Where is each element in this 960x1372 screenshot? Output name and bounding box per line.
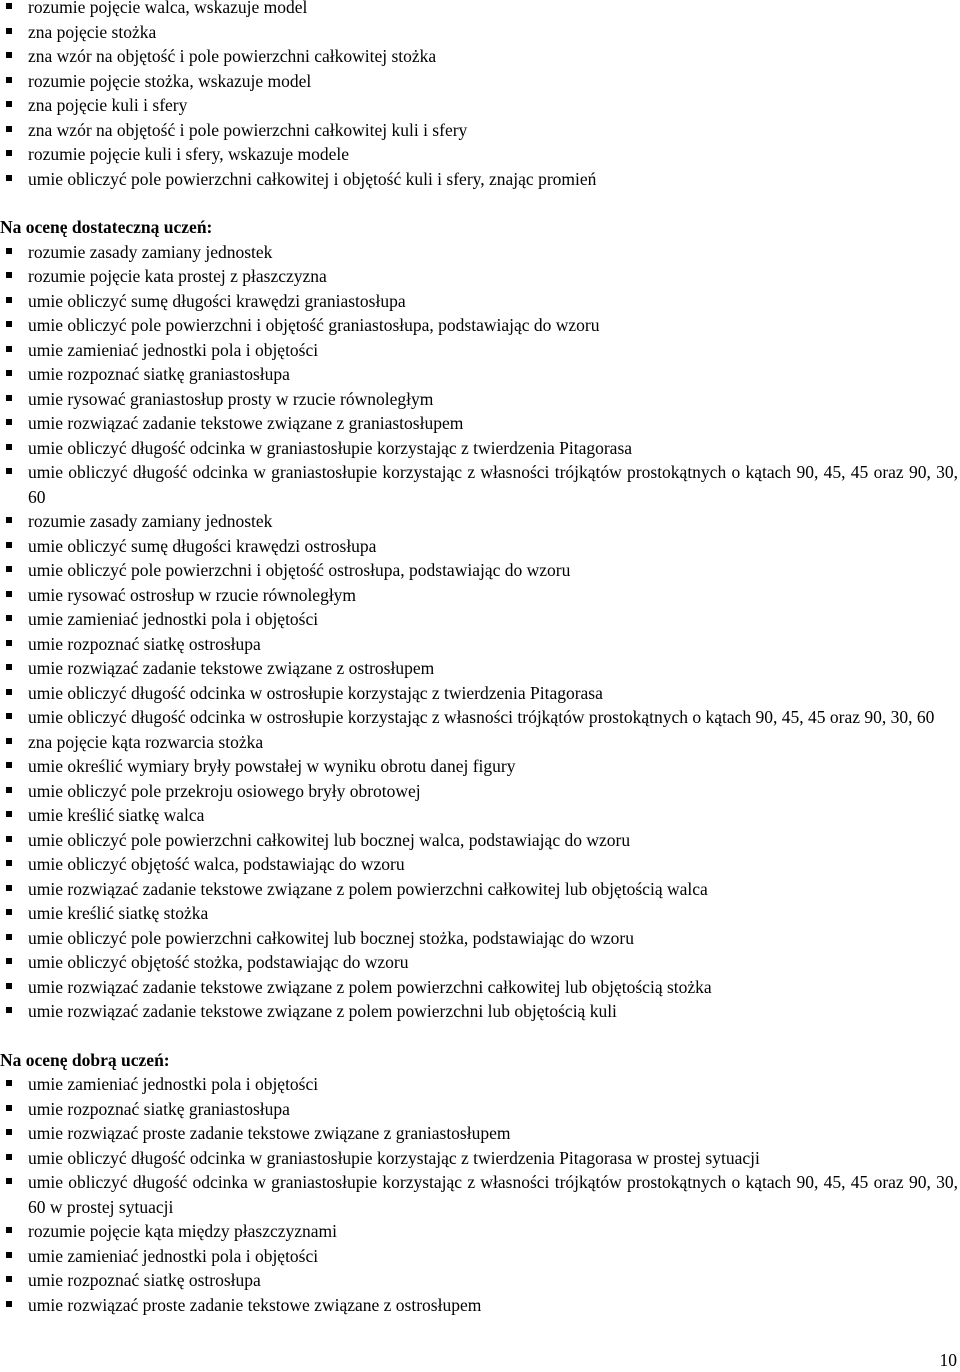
list-item: umie rysować ostrosłup w rzucie równoległym [0, 583, 960, 608]
list-item: umie obliczyć pole powierzchni całkowitej lub bocznej stożka, podstawiając do wzoru [0, 926, 960, 951]
list-item: umie obliczyć pole powierzchni całkowitej lub bocznej walca, podstawiając do wzoru [0, 828, 960, 853]
list-item: umie określić wymiary bryły powstałej w wyniku obrotu danej figury [0, 754, 960, 779]
list-item: umie rozwiązać zadanie tekstowe związane z polem powierzchni całkowitej lub objętością walca [0, 877, 960, 902]
list-item: umie rysować graniastosłup prosty w rzucie równoległym [0, 387, 960, 412]
dostateczna-criteria-list [0, 240, 960, 1024]
list-item: umie rozwiązać proste zadanie tekstowe związane z graniastosłupem [0, 1121, 960, 1146]
list-item: umie obliczyć pole powierzchni i objętość graniastosłupa, podstawiając do wzoru [0, 313, 960, 338]
list-item: rozumie pojęcie stożka, wskazuje model [0, 69, 960, 94]
list-item: umie obliczyć długość odcinka w graniastosłupie korzystając z własności trójkątów prostokątnych o kątach 90, 45, 45 oraz 90, 30, 60 [0, 460, 960, 509]
list-item: rozumie pojęcie kuli i sfery, wskazuje modele [0, 142, 960, 167]
list-item: rozumie pojęcie kąta między płaszczyznami [0, 1219, 960, 1244]
list-item: umie obliczyć objętość stożka, podstawiając do wzoru [0, 950, 960, 975]
list-item: umie rozpoznać siatkę graniastosłupa [0, 1097, 960, 1122]
list-item: umie rozwiązać zadanie tekstowe związane z polem powierzchni całkowitej lub objętością stożka [0, 975, 960, 1000]
list-item: zna pojęcie kąta rozwarcia stożka [0, 730, 960, 755]
list-item: rozumie pojęcie kata prostej z płaszczyzna [0, 264, 960, 289]
list-item: umie rozpoznać siatkę graniastosłupa [0, 362, 960, 387]
list-item: umie zamieniać jednostki pola i objętości [0, 1072, 960, 1097]
section-heading-dostateczna: Na ocenę dostateczną uczeń: [0, 217, 213, 237]
list-item: umie obliczyć długość odcinka w graniastosłupie korzystając z twierdzenia Pitagorasa w prostej sytuacji [0, 1146, 960, 1171]
list-item: umie obliczyć długość odcinka w ostrosłupie korzystając z twierdzenia Pitagorasa [0, 681, 960, 706]
list-item: umie kreślić siatkę stożka [0, 901, 960, 926]
page-number: 10 [939, 1350, 957, 1370]
list-item: umie rozpoznać siatkę ostrosłupa [0, 632, 960, 657]
list-item: umie obliczyć długość odcinka w graniastosłupie korzystając z twierdzenia Pitagorasa [0, 436, 960, 461]
list-item: umie rozpoznać siatkę ostrosłupa [0, 1268, 960, 1293]
list-item: rozumie pojęcie walca, wskazuje model [0, 0, 960, 20]
dobra-criteria-list [0, 1072, 960, 1317]
list-item: umie rozwiązać zadanie tekstowe związane z ostrosłupem [0, 656, 960, 681]
list-item: umie obliczyć sumę długości krawędzi ostrosłupa [0, 534, 960, 559]
list-item: umie obliczyć objętość walca, podstawiając do wzoru [0, 852, 960, 877]
list-item: umie obliczyć pole powierzchni i objętość ostrosłupa, podstawiając do wzoru [0, 558, 960, 583]
list-item: umie obliczyć pole przekroju osiowego bryły obrotowej [0, 779, 960, 804]
list-item: umie kreślić siatkę walca [0, 803, 960, 828]
list-item: zna pojęcie stożka [0, 20, 960, 45]
list-item: rozumie zasady zamiany jednostek [0, 509, 960, 534]
list-item: umie obliczyć długość odcinka w ostrosłupie korzystając z własności trójkątów prostokątnych o kątach 90, 45, 45 oraz 90, 30, 60 [0, 705, 960, 730]
list-item: zna wzór na objętość i pole powierzchni całkowitej stożka [0, 44, 960, 69]
list-item: umie zamieniać jednostki pola i objętości [0, 1244, 960, 1269]
list-item: zna wzór na objętość i pole powierzchni całkowitej kuli i sfery [0, 118, 960, 143]
top-criteria-list [0, 0, 960, 191]
list-item: umie rozwiązać proste zadanie tekstowe związane z ostrosłupem [0, 1293, 960, 1318]
list-item: rozumie zasady zamiany jednostek [0, 240, 960, 265]
section-heading-dobra: Na ocenę dobrą uczeń: [0, 1049, 170, 1070]
list-item: umie rozwiązać zadanie tekstowe związane z polem powierzchni lub objętością kuli [0, 999, 960, 1024]
list-item: umie obliczyć długość odcinka w graniastosłupie korzystając z własności trójkątów prostokątnych o kątach 90, 45, 45 oraz 90, 30, 60 w prostej sytuacji [0, 1170, 960, 1219]
list-item: zna pojęcie kuli i sfery [0, 93, 960, 118]
list-item: umie rozwiązać zadanie tekstowe związane z graniastosłupem [0, 411, 960, 436]
list-item: umie zamieniać jednostki pola i objętości [0, 338, 960, 363]
list-item: umie zamieniać jednostki pola i objętości [0, 607, 960, 632]
list-item: umie obliczyć sumę długości krawędzi graniastosłupa [0, 289, 960, 314]
list-item: umie obliczyć pole powierzchni całkowitej i objętość kuli i sfery, znając promień [0, 167, 960, 192]
